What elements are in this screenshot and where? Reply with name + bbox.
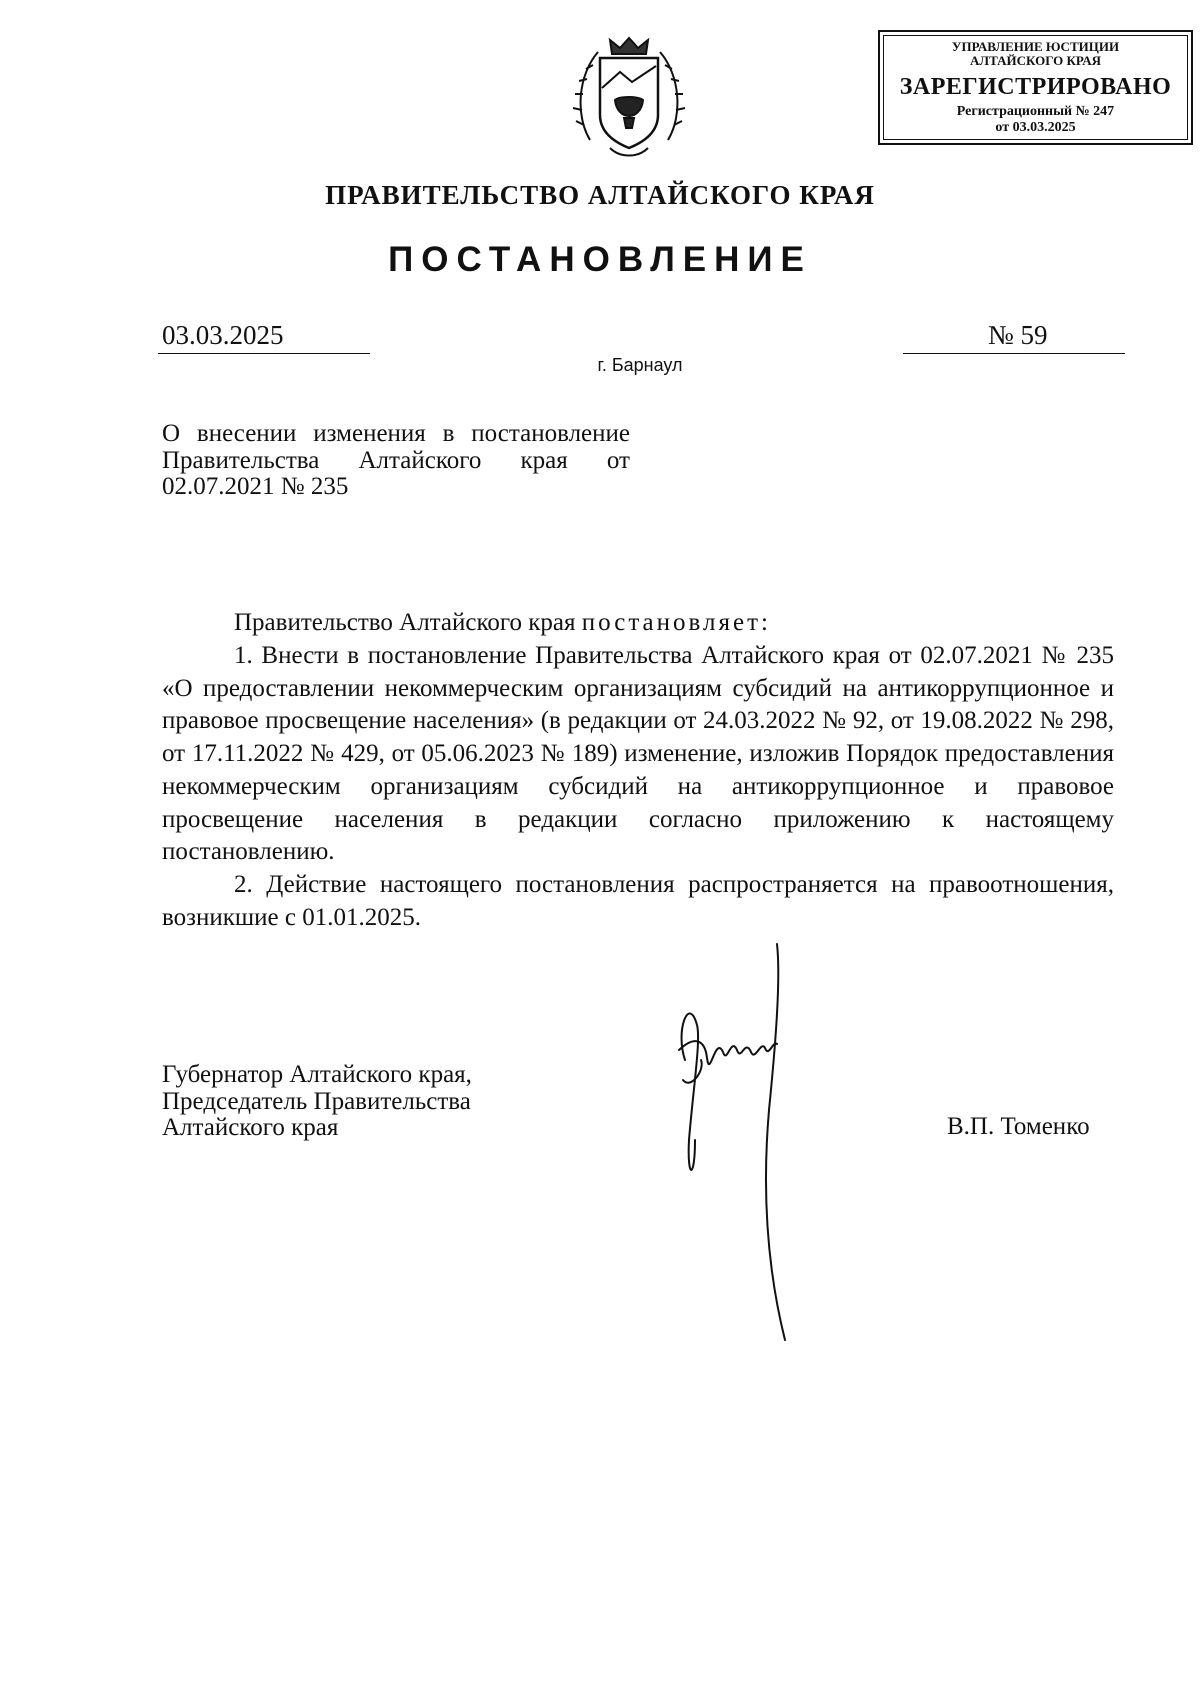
document-subject: О внесении изменения в постановление Правительства Алтайского края от 02.07.2021 № 235 <box>162 420 630 500</box>
signature-icon <box>665 940 825 1350</box>
resolves-word: постановляет: <box>581 609 771 636</box>
signatory-title-line3: Алтайского края <box>162 1114 339 1141</box>
registration-stamp <box>878 30 1193 145</box>
signatory-title-line2: Председатель Правительства <box>162 1087 471 1115</box>
document-date: 03.03.2025 <box>162 320 284 350</box>
item-1: 1. Внести в постановление Правительства Алтайского края от 02.07.2021 № 235 «О предоставлении некоммерческим организациям субсидий на антикоррупционное и правовое просвещение населения» (в редакции от 24.03.2022 № 92, от 19.08.2022 № 298, от 17.11.2022 № 429, от 05.06.2023 № 189) изменение, изложив Порядок предоставления некоммерческим организациям субсидий на антикоррупционное и правовое просвещение населения в редакции согласно приложению к настоящему постановлению. <box>162 641 1114 866</box>
issuing-authority: ПРАВИТЕЛЬСТВО АЛТАЙСКОГО КРАЯ <box>325 180 875 210</box>
number-underline <box>903 353 1125 354</box>
resolves-line <box>162 607 1114 640</box>
resolves-prefix: Правительство Алтайского края <box>234 609 582 636</box>
stamp-reg-date: от 03.03.2025 <box>995 120 1076 136</box>
stamp-org-line2: АЛТАЙСКОГО КРАЯ <box>970 53 1101 69</box>
coat-of-arms-icon <box>570 30 688 170</box>
stamp-org-line1: УПРАВЛЕНИЕ ЮСТИЦИИ <box>951 39 1120 54</box>
document-type: ПОСТАНОВЛЕНИЕ <box>388 240 812 279</box>
date-underline <box>158 353 370 354</box>
signatory-title-line1: Губернатор Алтайского края, <box>162 1061 472 1088</box>
signatory-title <box>162 1062 472 1142</box>
document-body <box>162 607 1114 935</box>
document-number: № 59 <box>988 320 1048 350</box>
issue-city: г. Барнаул <box>597 355 683 375</box>
item-2: 2. Действие настоящего постановления распространяется на правоотношения, возникшие с 01.01.2025. <box>162 871 1114 931</box>
signatory-name: В.П. Томенко <box>947 1113 1090 1140</box>
stamp-status: ЗАРЕГИСТРИРОВАНО <box>899 73 1172 100</box>
stamp-reg-number: Регистрационный № 247 <box>956 103 1115 119</box>
